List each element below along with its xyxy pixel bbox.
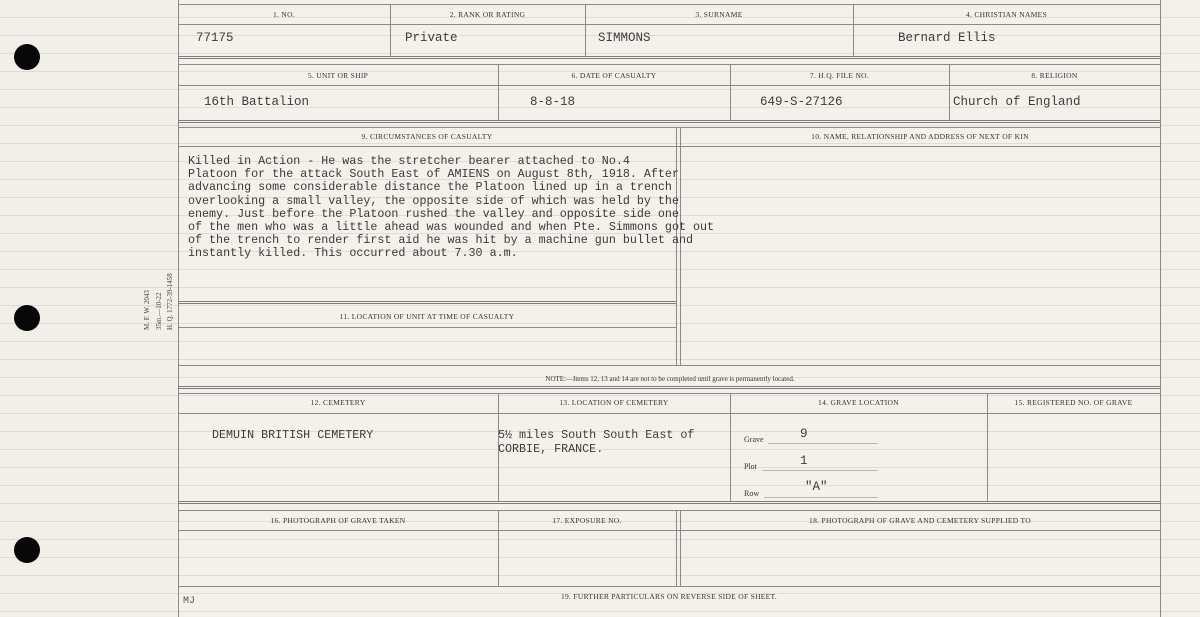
header-cemetery: 12. CEMETERY bbox=[310, 398, 366, 407]
side-print-3: H. Q. 1772-39-1458 bbox=[166, 273, 174, 330]
note-text: NOTE:—Items 12, 13 and 14 are not to be completed until grave is permanently located. bbox=[545, 375, 795, 383]
grave-value: 9 bbox=[800, 427, 808, 441]
header-further: 19. FURTHER PARTICULARS ON REVERSE SIDE OF SHEET. bbox=[560, 592, 778, 601]
value-rank: Private bbox=[405, 31, 458, 45]
header-christian-names: 4. CHRISTIAN NAMES bbox=[965, 10, 1048, 19]
row-value: "A" bbox=[805, 480, 828, 494]
header-circumstances: 9. CIRCUMSTANCES OF CASUALTY bbox=[361, 132, 493, 141]
header-photo-supplied: 18. PHOTOGRAPH OF GRAVE AND CEMETERY SUPPLIED TO bbox=[809, 516, 1031, 525]
header-rank: 2. RANK OR RATING bbox=[449, 10, 526, 19]
value-hq-file: 649-S-27126 bbox=[760, 95, 843, 109]
circumstances-line: overlooking a small valley, the opposite side of which was held by the bbox=[188, 193, 679, 208]
circumstances-line: enemy. Just before the Platoon rushed the valley and opposite side one bbox=[188, 206, 679, 221]
header-unit: 5. UNIT OR SHIP bbox=[307, 71, 369, 80]
header-exposure: 17. EXPOSURE NO. bbox=[552, 516, 622, 525]
header-surname: 3. SURNAME bbox=[695, 10, 743, 19]
circumstances-line: Platoon for the attack South East of AMIENS on August 8th, 1918. After bbox=[188, 167, 679, 182]
header-location-unit: 11. LOCATION OF UNIT AT TIME OF CASUALTY bbox=[339, 312, 515, 321]
circumstances-line: instantly killed. This occurred about 7.30 a.m. bbox=[188, 246, 518, 261]
value-location-cemetery-1: 5½ miles South South East of bbox=[498, 428, 695, 442]
header-photo-grave: 16. PHOTOGRAPH OF GRAVE TAKEN bbox=[270, 516, 406, 525]
value-date: 8-8-18 bbox=[530, 95, 576, 109]
value-surname: SIMMONS bbox=[598, 31, 651, 45]
plot-label: Plot bbox=[744, 462, 757, 471]
value-cemetery: DEMUIN BRITISH CEMETERY bbox=[212, 428, 374, 442]
value-location-cemetery-2: CORBIE, FRANCE. bbox=[498, 442, 604, 456]
header-hq-file: 7. H.Q. FILE NO. bbox=[809, 71, 870, 80]
header-location-cemetery: 13. LOCATION OF CEMETERY bbox=[559, 398, 669, 407]
header-registered-no: 15. REGISTERED NO. OF GRAVE bbox=[1014, 398, 1133, 407]
circumstances-line: Killed in Action - He was the stretcher bearer attached to No.4 bbox=[188, 154, 630, 168]
plot-value: 1 bbox=[800, 454, 808, 468]
header-religion: 8. RELIGION bbox=[1031, 71, 1078, 80]
value-unit: 16th Battalion bbox=[204, 95, 310, 109]
side-print-2: 35m.—10-22 bbox=[155, 292, 163, 330]
side-print-1: M. F. W. 2043 bbox=[143, 290, 151, 330]
circumstances-line: of the trench to render first aid he was hit by a machine gun bullet and bbox=[188, 233, 693, 248]
header-date: 6. DATE OF CASUALTY bbox=[571, 71, 657, 80]
header-no: 1. NO. bbox=[272, 10, 295, 19]
punch-hole-top bbox=[14, 44, 40, 70]
value-no: 77175 bbox=[196, 31, 234, 45]
header-next-of-kin: 10. NAME, RELATIONSHIP AND ADDRESS OF NEXT OF KIN bbox=[811, 132, 1029, 141]
circumstances-line: advancing some considerable distance the Platoon lined up in a trench bbox=[188, 180, 672, 195]
punch-hole-middle bbox=[14, 305, 40, 331]
grave-label: Grave bbox=[744, 435, 764, 444]
punch-hole-bottom bbox=[14, 537, 40, 563]
header-grave-location: 14. GRAVE LOCATION bbox=[818, 398, 899, 407]
value-christian-names: Bernard Ellis bbox=[898, 31, 996, 45]
row-label: Row bbox=[744, 489, 760, 498]
clerk-initials: MJ bbox=[183, 596, 196, 607]
circumstances-line: of the men who was a little ahead was wounded and when Pte. Simmons got out bbox=[188, 220, 715, 235]
circumstances-text bbox=[188, 155, 788, 261]
value-religion: Church of England bbox=[953, 95, 1081, 109]
